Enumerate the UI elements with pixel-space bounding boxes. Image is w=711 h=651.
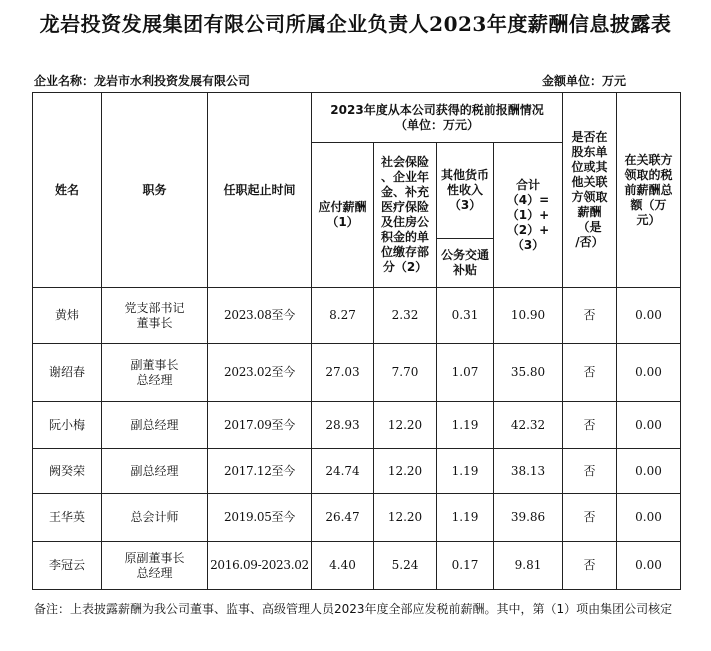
header-line: 积金的单 [380,230,429,244]
salary-table [32,92,681,590]
header-line: （1）+ [506,207,550,222]
header-line: 方领取 [571,190,608,204]
table-row [33,402,681,449]
cell-term: 2017.09至今 [208,402,312,449]
cell-social: 12.20 [374,402,437,449]
header-position: 职务 [102,93,208,288]
cell-other: 1.19 [437,402,494,449]
cell-name: 王华英 [33,494,102,542]
cell-related: 否 [563,494,617,542]
unit-field [542,72,626,89]
header-line: 薪酬 [577,205,602,219]
header-line: （是 [577,220,602,234]
header-group [312,93,563,143]
cell-total: 38.13 [494,449,563,494]
cell-position [102,542,208,590]
header-social [374,143,437,288]
header-line: 额（万 [630,197,667,212]
cell-related: 否 [563,288,617,344]
header-line: 及住房公 [380,215,429,229]
position-line: 董事长 [136,315,173,330]
company-name: 龙岩市水利投资发展有限公司 [94,74,251,88]
cell-related: 否 [563,449,617,494]
cell-total: 10.90 [494,288,563,344]
header-group-line: （单位：万元） [394,117,479,132]
cell-total: 42.32 [494,402,563,449]
cell-payable: 8.27 [312,288,374,344]
cell-position [102,449,208,494]
cell-social: 12.20 [374,449,437,494]
cell-name: 谢绍春 [33,344,102,402]
cell-related: 否 [563,542,617,590]
header-line: 分（2） [382,260,428,274]
cell-position [102,344,208,402]
header-line: 位或其 [571,160,608,174]
cell-term: 2016.09-2023.02 [208,542,312,590]
position-line: 党支部书记 [124,300,185,315]
header-line: 其他货币 [440,168,489,182]
cell-position [102,288,208,344]
header-payable [312,143,374,288]
position-line: 原副董事长 [124,550,185,565]
cell-related-amount: 0.00 [617,344,681,402]
cell-social: 2.32 [374,288,437,344]
company-field [34,72,250,89]
cell-other: 0.17 [437,542,494,590]
cell-related-amount: 0.00 [617,288,681,344]
header-line: 位缴存部 [380,245,429,259]
header-line: 补贴 [452,263,477,277]
cell-term: 2023.08至今 [208,288,312,344]
cell-other: 0.31 [437,288,494,344]
header-line: /否） [575,235,604,249]
header-term: 任职起止时间 [208,93,312,288]
cell-payable: 24.74 [312,449,374,494]
cell-other: 1.19 [437,494,494,542]
table-row [33,344,681,402]
header-related-amount [617,93,681,288]
cell-related-amount: 0.00 [617,542,681,590]
footnote: 备注：上表披露薪酬为我公司董事、监事、高级管理人员2023年度全部应发税前薪酬。其中，第（1）项由集团公司核定 [34,602,673,616]
table-row [33,449,681,494]
cell-related: 否 [563,344,617,402]
header-line: 应付薪酬 [318,200,367,214]
cell-total: 35.80 [494,344,563,402]
cell-social: 7.70 [374,344,437,402]
cell-other: 1.07 [437,344,494,402]
cell-position [102,494,208,542]
page-title: 龙岩投资发展集团有限公司所属企业负责人2023年度薪酬信息披露表 [39,12,672,36]
cell-name: 黄炜 [33,288,102,344]
header-line: 金、补充 [380,185,429,199]
header-transport [437,239,494,288]
cell-related-amount: 0.00 [617,402,681,449]
cell-name: 阙癸荣 [33,449,102,494]
cell-payable: 4.40 [312,542,374,590]
cell-other: 1.19 [437,449,494,494]
table-row [33,542,681,590]
cell-name: 李冠云 [33,542,102,590]
header-group-line: 2023年度从本公司获得的税前报酬情况 [330,102,544,117]
position-line: 副总经理 [130,463,179,478]
header-line: （3） [448,198,482,212]
cell-related: 否 [563,402,617,449]
header-line: 是否在 [571,130,608,144]
header-line: 股东单 [571,145,608,159]
header-line: （1） [326,215,359,229]
header-other [437,143,494,239]
position-line: 总经理 [136,565,173,580]
table-row [33,494,681,542]
cell-payable: 27.03 [312,344,374,402]
cell-term: 2019.05至今 [208,494,312,542]
header-related [563,93,617,288]
cell-term: 2023.02至今 [208,344,312,402]
cell-social: 5.24 [374,542,437,590]
cell-payable: 26.47 [312,494,374,542]
header-line: 领取的税 [624,167,673,182]
cell-total: 39.86 [494,494,563,542]
company-label: 企业名称： [34,74,95,88]
cell-social: 12.20 [374,494,437,542]
unit-value: 万元 [602,74,627,88]
position-line: 总经理 [136,372,173,387]
cell-position [102,402,208,449]
header-line: （2）+ [506,222,550,237]
cell-payable: 28.93 [312,402,374,449]
position-line: 副总经理 [130,417,179,432]
header-line: （4）= [506,192,550,207]
header-line: 医疗保险 [380,200,429,214]
table-row [33,288,681,344]
header-line: 元） [636,212,661,227]
cell-total: 9.81 [494,542,563,590]
header-line: 前薪酬总 [624,182,673,197]
position-line: 总会计师 [130,510,179,524]
cell-related-amount: 0.00 [617,494,681,542]
cell-name: 阮小梅 [33,402,102,449]
position-line: 副董事长 [130,357,179,372]
header-name: 姓名 [33,93,102,288]
header-line: 社会保险 [380,155,429,169]
header-line: 在关联方 [624,152,673,167]
header-line: 他关联 [571,175,608,189]
header-line: 、企业年 [380,170,429,184]
unit-label: 金额单位： [542,74,603,88]
header-line: （3） [511,237,545,252]
header-line: 公务交通 [440,248,489,262]
header-line: 性收入 [446,183,483,197]
header-total [494,143,563,288]
cell-term: 2017.12至今 [208,449,312,494]
cell-related-amount: 0.00 [617,449,681,494]
header-line: 合计 [515,177,540,192]
